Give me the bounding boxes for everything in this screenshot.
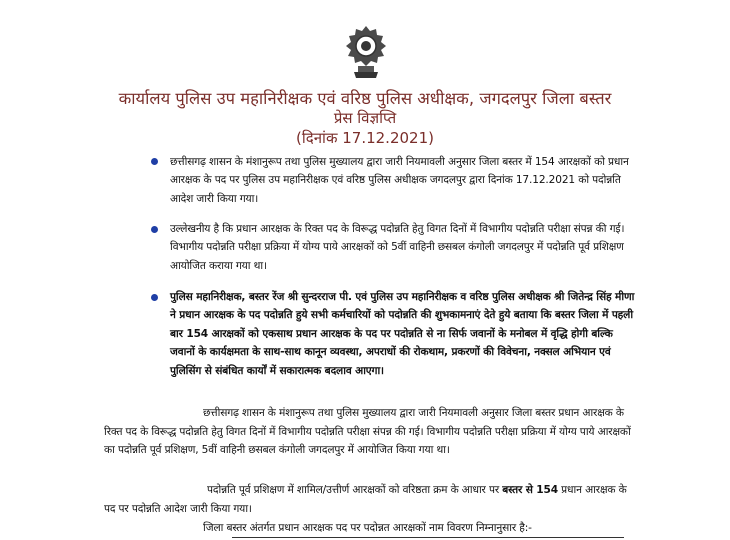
bullet-point-2: उल्लेखनीय है कि प्रधान आरक्षक के रिक्त पद के विरूद्ध पदोन्नति हेतु विगत दिनों में विभागीय पदोन्नति परीक्षा संपन्न की गई। विभागीय पदोन्नति परीक्षा प्रक्रिया में योग्य पाये आरक्षकों को 5वीं वाहिनी छसबल कंगोली जगदलपुर में पदोन्नति पूर्व प्रशिक्षण आयोजित कराया गया था। xyxy=(170,223,625,272)
body-paragraph-2 xyxy=(104,481,636,518)
paragraph-2-text-end: प्रधान आरक्षक के पद पर पदोन्नति आदेश जारी किया गया। xyxy=(104,484,627,515)
bullet-point-3: पुलिस महानिरीक्षक, बस्तर रेंज श्री सुन्दरराज पी. एवं पुलिस उप महानिरीक्षक व वरिष्ठ पुलिस अधीक्षक श्री जितेन्द्र सिंह मीणा ने प्रधान आरक्षक के पद पदोन्नति हुये सभी कर्मचारियों को पदोन्नति की शुभकामनाएं देते हुये बताया कि बस्तर जिला में पहली बार 154 आरक्षकों को एकसाथ प्रधान आरक्षक के पद पर पदोन्नति से ना सिर्फ जवानों के मनोबल में वृद्धि होगी बल्कि जवानों के कार्यक्षमता के साथ-साथ कानून व्यवस्था, अपराधों की रोकथाम, प्रकरणों की विवेचना, नक्सल अभियान एवं पुलिसिंग से संबंधित कार्यों में सकारात्मक बदलाव आएगा। xyxy=(170,291,635,377)
table-top-border xyxy=(232,537,624,538)
paragraph-2-text-start: पदोन्नति पूर्व प्रशिक्षण में शामिल/उत्तीर्ण आरक्षकों को वरिष्ठता क्रम के आधार पर xyxy=(207,484,503,496)
bullet-icon xyxy=(151,158,158,165)
bullet-point-1: छत्तीसगढ़ शासन के मंशानुरूप तथा पुलिस मुख्यालय द्वारा जारी नियमावली अनुसार जिला बस्तर में 154 आरक्षकों को प्रधान आरक्षक के पद पर पुलिस उप महानिरीक्षक एवं वरिष्ठ पुलिस अधीक्षक जगदलपुर द्वारा दिनांक 17.12.2021 को पदोन्नति आदेश जारी किया गया। xyxy=(170,156,629,205)
list-intro-line: जिला बस्तर अंतर्गत प्रधान आरक्षक पद पर पदोन्नत आरक्षकों नाम विवरण निम्नानुसार है:- xyxy=(203,522,532,534)
paragraph-2-bold-text: बस्तर से 154 xyxy=(502,484,558,496)
bullet-icon xyxy=(151,294,158,301)
body-paragraph-1: छत्तीसगढ़ शासन के मंशानुरूप तथा पुलिस मुख्यालय द्वारा जारी नियमावली अनुसार जिला बस्तर प्रधान आरक्षक के रिक्त पद के विरूद्ध पदोन्नति हेतु विगत दिनों में विभागीय पदोन्नति परीक्षा संपन्न की गई। विभागीय पदोन्नति परीक्षा प्रक्रिया में योग्य पाये आरक्षकों का पदोन्नति पूर्व प्रशिक्षण, 5वीं वाहिनी छसबल कंगोली जगदलपुर में आयोजित किया गया था। xyxy=(104,407,631,457)
press-release-heading: प्रेस विज्ञप्ति xyxy=(333,109,397,127)
bullet-icon xyxy=(151,226,158,233)
police-emblem-icon xyxy=(336,22,396,82)
release-date: (दिनांक 17.12.2021) xyxy=(296,129,434,147)
office-title: कार्यालय पुलिस उप महानिरीक्षक एवं वरिष्ठ पुलिस अधीक्षक, जगदलपुर जिला बस्तर xyxy=(118,89,612,108)
